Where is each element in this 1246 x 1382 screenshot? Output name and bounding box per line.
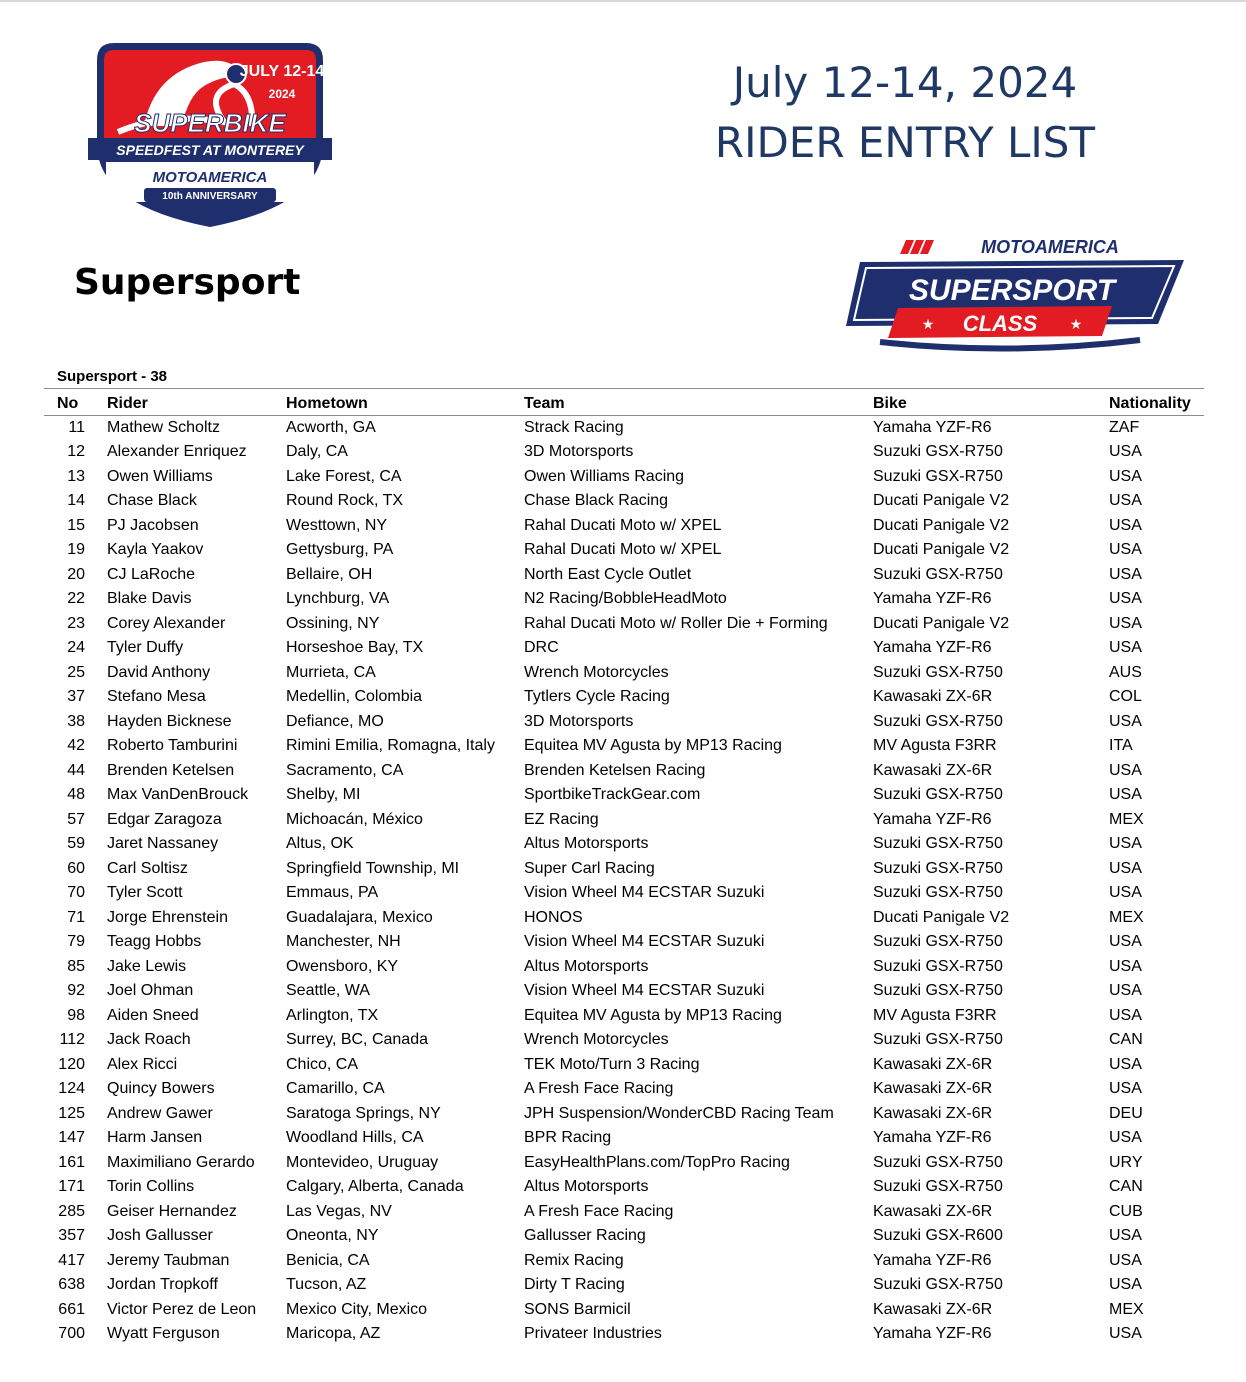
rider-bike: Kawasaki ZX-6R — [873, 1080, 993, 1098]
rider-number: 11 — [68, 419, 85, 436]
rider-hometown: Medellin, Colombia — [286, 688, 423, 706]
table-row — [44, 1298, 1204, 1323]
rider-bike: Ducati Panigale V2 — [873, 541, 1010, 559]
table-row — [44, 1224, 1204, 1249]
rider-hometown: Guadalajara, Mexico — [286, 908, 433, 926]
rider-nationality: USA — [1109, 639, 1142, 657]
rider-hometown: Murrieta, CA — [286, 663, 376, 681]
rider-team: Altus Motorsports — [524, 835, 649, 853]
rider-hometown: Mexico City, Mexico — [286, 1300, 428, 1318]
rider-team: Rahal Ducati Moto w/ XPEL — [524, 541, 722, 559]
rider-number: 417 — [58, 1251, 85, 1269]
rider-nationality: USA — [1109, 1251, 1142, 1269]
rider-nationality: USA — [1109, 1080, 1142, 1098]
rider-nationality: AUS — [1109, 663, 1142, 681]
table-row — [44, 661, 1204, 686]
rider-number: 285 — [58, 1202, 85, 1220]
rider-nationality: MEX — [1109, 810, 1144, 828]
rider-nationality: USA — [1109, 957, 1142, 975]
rider-name: Quincy Bowers — [107, 1080, 215, 1098]
rider-hometown: Rimini Emilia, Romagna, Italy — [286, 737, 495, 755]
table-caption: Supersport - 38 — [57, 368, 168, 385]
rider-nationality: URY — [1109, 1153, 1143, 1171]
rider-nationality: USA — [1109, 982, 1142, 1000]
rider-team: Rahal Ducati Moto w/ XPEL — [524, 516, 722, 534]
column-header-bike: Bike — [873, 389, 1109, 416]
rider-nationality: USA — [1109, 933, 1142, 951]
event-date: July 12-14, 2024 — [732, 58, 1078, 107]
rider-name: Blake Davis — [107, 590, 192, 608]
rider-bike: Yamaha YZF-R6 — [873, 639, 992, 657]
rider-number: 661 — [58, 1300, 85, 1318]
rider-nationality: CAN — [1109, 1031, 1143, 1049]
table-row — [44, 465, 1204, 490]
table-row — [44, 759, 1204, 784]
table-row — [44, 734, 1204, 759]
rider-bike: Suzuki GSX-R750 — [873, 1178, 1003, 1196]
rider-name: Jordan Tropkoff — [107, 1276, 218, 1294]
rider-name: Kayla Yaakov — [107, 541, 204, 559]
rider-team: EZ Racing — [524, 810, 599, 828]
rider-name: PJ Jacobsen — [107, 516, 199, 534]
rider-bike: Kawasaki ZX-6R — [873, 688, 993, 706]
rider-number: 60 — [67, 859, 85, 877]
rider-name: Wyatt Ferguson — [107, 1325, 220, 1343]
rider-name: Max VanDenBrouck — [107, 786, 249, 804]
rider-team: JPH Suspension/WonderCBD Racing Team — [524, 1104, 834, 1122]
table-row — [44, 1004, 1204, 1029]
class-logo-brand: MOTOAMERICA — [981, 237, 1119, 257]
table-row — [44, 1175, 1204, 1200]
table-row — [44, 857, 1204, 882]
rider-team: Dirty T Racing — [524, 1276, 625, 1294]
rider-team: N2 Racing/BobbleHeadMoto — [524, 590, 727, 608]
table-row — [44, 685, 1204, 710]
table-row — [44, 1273, 1204, 1298]
table-row — [44, 1028, 1204, 1053]
rider-name: Jake Lewis — [107, 957, 187, 975]
rider-nationality: USA — [1109, 614, 1142, 632]
star-icon: ★ — [921, 316, 935, 332]
class-heading: Supersport — [74, 262, 301, 303]
rider-team: TEK Moto/Turn 3 Racing — [524, 1055, 700, 1073]
rider-nationality: MEX — [1109, 908, 1144, 926]
logo-wordmark: SUPERBIKE — [134, 108, 286, 138]
rider-team: Tytlers Cycle Racing — [524, 688, 670, 706]
rider-name: Jeremy Taubman — [107, 1251, 230, 1269]
rider-number: 125 — [58, 1104, 85, 1122]
rider-team: Equitea MV Agusta by MP13 Racing — [524, 737, 782, 755]
rider-nationality: USA — [1109, 516, 1142, 534]
rider-team: SportbikeTrackGear.com — [524, 786, 701, 804]
table-row — [44, 979, 1204, 1004]
rider-nationality: ITA — [1109, 737, 1133, 755]
rider-nationality: USA — [1109, 1055, 1142, 1073]
rider-hometown: Michoacán, México — [286, 810, 423, 828]
rider-nationality: USA — [1109, 786, 1142, 804]
rider-hometown: Arlington, TX — [286, 1006, 379, 1024]
rider-hometown: Chico, CA — [286, 1055, 359, 1073]
rider-number: 70 — [67, 884, 85, 902]
rider-number: 112 — [59, 1031, 85, 1049]
table-row — [44, 1322, 1204, 1347]
rider-name: Stefano Mesa — [107, 688, 206, 706]
rider-team: Wrench Motorcycles — [524, 663, 669, 681]
rider-number: 57 — [67, 810, 85, 828]
rider-nationality: USA — [1109, 443, 1142, 461]
rider-nationality: MEX — [1109, 1300, 1144, 1318]
table-row — [44, 808, 1204, 833]
rider-bike: Suzuki GSX-R750 — [873, 663, 1003, 681]
rider-team: HONOS — [524, 908, 583, 926]
rider-number: 38 — [67, 712, 85, 730]
rider-team: Brenden Ketelsen Racing — [524, 761, 706, 779]
rider-name: Andrew Gawer — [107, 1104, 213, 1122]
table-row — [44, 1053, 1204, 1078]
table-row — [44, 1126, 1204, 1151]
rider-team: Equitea MV Agusta by MP13 Racing — [524, 1006, 782, 1024]
rider-nationality: USA — [1109, 1325, 1142, 1343]
rider-hometown: Las Vegas, NV — [286, 1202, 392, 1220]
event-logo — [84, 34, 336, 230]
rider-hometown: Altus, OK — [286, 835, 354, 853]
table-row — [44, 1077, 1204, 1102]
rider-bike: Suzuki GSX-R750 — [873, 467, 1003, 485]
rider-hometown: Acworth, GA — [286, 419, 376, 436]
rider-number: 24 — [67, 639, 85, 657]
rider-bike: Suzuki GSX-R750 — [873, 565, 1003, 583]
rider-nationality: USA — [1109, 1129, 1142, 1147]
rider-number: 79 — [67, 933, 85, 951]
rider-hometown: Lynchburg, VA — [286, 590, 390, 608]
rider-name: Corey Alexander — [107, 614, 226, 632]
rider-team: Vision Wheel M4 ECSTAR Suzuki — [524, 884, 765, 902]
rider-name: Roberto Tamburini — [107, 737, 238, 755]
rider-bike: Yamaha YZF-R6 — [873, 1251, 992, 1269]
rider-name: Victor Perez de Leon — [107, 1300, 257, 1318]
rider-nationality: DEU — [1109, 1104, 1143, 1122]
rider-hometown: Bellaire, OH — [286, 565, 373, 583]
rider-name: Owen Williams — [107, 467, 213, 485]
table-row — [44, 783, 1204, 808]
rider-bike: Yamaha YZF-R6 — [873, 1325, 992, 1343]
class-logo — [840, 232, 1192, 356]
rider-nationality: USA — [1109, 492, 1142, 510]
table-row — [44, 930, 1204, 955]
rider-nationality: USA — [1109, 541, 1142, 559]
rider-name: Alex Ricci — [107, 1055, 178, 1073]
rider-nationality: USA — [1109, 859, 1142, 877]
rider-bike: Suzuki GSX-R750 — [873, 982, 1003, 1000]
rider-team: Super Carl Racing — [524, 859, 655, 877]
rider-bike: Suzuki GSX-R750 — [873, 835, 1003, 853]
rider-number: 15 — [67, 516, 85, 534]
rider-nationality: CAN — [1109, 1178, 1143, 1196]
rider-team: Chase Black Racing — [524, 492, 669, 510]
table-row — [44, 1151, 1204, 1176]
rider-hometown: Saratoga Springs, NY — [286, 1104, 441, 1122]
rider-name: Jack Roach — [107, 1031, 191, 1049]
class-logo-wordmark: SUPERSPORT — [908, 274, 1116, 307]
rider-name: Tyler Duffy — [107, 639, 184, 657]
rider-bike: Suzuki GSX-R750 — [873, 1276, 1003, 1294]
rider-name: Brenden Ketelsen — [107, 761, 235, 779]
rider-hometown: Seattle, WA — [286, 982, 370, 1000]
rider-entry-table — [44, 388, 1204, 1347]
star-icon: ★ — [1069, 316, 1083, 332]
rider-team: SONS Barmicil — [524, 1300, 631, 1318]
rider-hometown: Emmaus, PA — [286, 884, 379, 902]
rider-bike: Suzuki GSX-R750 — [873, 933, 1003, 951]
rider-bike: Kawasaki ZX-6R — [873, 761, 993, 779]
rider-bike: Suzuki GSX-R750 — [873, 859, 1003, 877]
rider-hometown: Shelby, MI — [286, 786, 361, 804]
rider-name: Jaret Nassaney — [107, 835, 219, 853]
column-header-team: Team — [524, 389, 873, 416]
rider-hometown: Owensboro, KY — [286, 957, 399, 975]
rider-hometown: Defiance, MO — [286, 712, 384, 730]
rider-number: 37 — [67, 688, 85, 706]
rider-name: Alexander Enriquez — [107, 443, 247, 461]
logo-subtitle: SPEEDFEST AT MONTEREY — [116, 142, 304, 158]
rider-number: 48 — [67, 786, 85, 804]
rider-number: 71 — [67, 908, 85, 926]
rider-number: 92 — [67, 982, 85, 1000]
table-row — [44, 1249, 1204, 1274]
rider-team: Privateer Industries — [524, 1325, 662, 1343]
rider-name: Chase Black — [107, 492, 197, 510]
rider-hometown: Daly, CA — [286, 443, 348, 461]
table-row — [44, 440, 1204, 465]
rider-name: Jorge Ehrenstein — [107, 908, 228, 926]
rider-bike: Kawasaki ZX-6R — [873, 1055, 993, 1073]
rider-nationality: CUB — [1109, 1202, 1143, 1220]
rider-number: 44 — [67, 761, 85, 779]
rider-name: Carl Soltisz — [107, 859, 188, 877]
rider-hometown: Tucson, AZ — [286, 1276, 367, 1294]
rider-hometown: Lake Forest, CA — [286, 467, 402, 485]
rider-team: 3D Motorsports — [524, 712, 634, 730]
rider-nationality: USA — [1109, 565, 1142, 583]
column-header-no: No — [44, 389, 107, 416]
rider-bike: Yamaha YZF-R6 — [873, 810, 992, 828]
rider-name: Harm Jansen — [107, 1129, 203, 1147]
rider-team: A Fresh Face Racing — [524, 1080, 674, 1098]
rider-hometown: Maricopa, AZ — [286, 1325, 381, 1343]
rider-hometown: Sacramento, CA — [286, 761, 404, 779]
motoamerica-mark-icon — [900, 240, 934, 254]
rider-bike: Suzuki GSX-R750 — [873, 1031, 1003, 1049]
rider-number: 25 — [67, 663, 85, 681]
rider-team: Altus Motorsports — [524, 957, 649, 975]
rider-number: 23 — [67, 614, 85, 632]
table-row — [44, 906, 1204, 931]
logo-brand: MOTOAMERICA — [152, 169, 268, 186]
rider-bike: Ducati Panigale V2 — [873, 492, 1010, 510]
rider-number: 120 — [58, 1055, 85, 1073]
table-row — [44, 538, 1204, 563]
rider-nationality: USA — [1109, 1227, 1142, 1245]
rider-number: 13 — [67, 467, 85, 485]
rider-name: Maximiliano Gerardo — [107, 1153, 255, 1171]
rider-bike: Kawasaki ZX-6R — [873, 1202, 993, 1220]
class-logo-tag: CLASS — [962, 311, 1038, 336]
rider-number: 161 — [58, 1153, 85, 1171]
rider-number: 14 — [67, 492, 85, 510]
table-row — [44, 710, 1204, 735]
rider-bike: Suzuki GSX-R750 — [873, 1153, 1003, 1171]
rider-hometown: Gettysburg, PA — [286, 541, 394, 559]
rider-nationality: USA — [1109, 590, 1142, 608]
table-row — [44, 612, 1204, 637]
rider-bike: MV Agusta F3RR — [873, 737, 997, 755]
rider-team: Wrench Motorcycles — [524, 1031, 669, 1049]
table-row — [44, 489, 1204, 514]
rider-hometown: Calgary, Alberta, Canada — [286, 1178, 464, 1196]
rider-number: 147 — [58, 1129, 85, 1147]
rider-name: Mathew Scholtz — [107, 419, 220, 436]
table-row — [44, 563, 1204, 588]
rider-bike: Ducati Panigale V2 — [873, 614, 1010, 632]
rider-hometown: Springfield Township, MI — [286, 859, 460, 877]
rider-number: 357 — [58, 1227, 85, 1245]
rider-hometown: Camarillo, CA — [286, 1080, 385, 1098]
top-rule — [0, 0, 1246, 2]
rider-nationality: USA — [1109, 835, 1142, 853]
rider-bike: Yamaha YZF-R6 — [873, 1129, 992, 1147]
rider-number: 98 — [67, 1006, 85, 1024]
rider-team: Rahal Ducati Moto w/ Roller Die + Forming — [524, 614, 828, 632]
rider-bike: Suzuki GSX-R600 — [873, 1227, 1003, 1245]
column-header-hometown: Hometown — [286, 389, 524, 416]
rider-team: North East Cycle Outlet — [524, 565, 692, 583]
rider-team: Altus Motorsports — [524, 1178, 649, 1196]
rider-number: 171 — [58, 1178, 85, 1196]
rider-team: Remix Racing — [524, 1251, 624, 1269]
rider-name: Teagg Hobbs — [107, 933, 202, 951]
rider-name: Hayden Bicknese — [107, 712, 232, 730]
rider-bike: Suzuki GSX-R750 — [873, 786, 1003, 804]
rider-number: 85 — [67, 957, 85, 975]
rider-number: 22 — [67, 590, 85, 608]
rider-bike: Suzuki GSX-R750 — [873, 957, 1003, 975]
table-body — [44, 416, 1204, 1347]
rider-bike: MV Agusta F3RR — [873, 1006, 997, 1024]
table-row — [44, 881, 1204, 906]
rider-nationality: USA — [1109, 1276, 1142, 1294]
rider-bike: Kawasaki ZX-6R — [873, 1300, 993, 1318]
page-title: RIDER ENTRY LIST — [714, 118, 1096, 167]
rider-hometown: Surrey, BC, Canada — [286, 1031, 428, 1049]
rider-hometown: Benicia, CA — [286, 1251, 370, 1269]
table-row — [44, 832, 1204, 857]
table-row — [44, 955, 1204, 980]
rider-hometown: Ossining, NY — [286, 614, 380, 632]
rider-bike: Kawasaki ZX-6R — [873, 1104, 993, 1122]
rider-nationality: USA — [1109, 712, 1142, 730]
rider-number: 59 — [67, 835, 85, 853]
rider-name: Tyler Scott — [107, 884, 183, 902]
column-header-nationality: Nationality — [1109, 389, 1204, 416]
rider-team: DRC — [524, 639, 559, 657]
rider-number: 638 — [58, 1276, 85, 1294]
rider-number: 20 — [67, 565, 85, 583]
column-header-rider: Rider — [107, 389, 286, 416]
rider-hometown: Horseshoe Bay, TX — [286, 639, 424, 657]
rider-bike: Yamaha YZF-R6 — [873, 590, 992, 608]
rider-team: BPR Racing — [524, 1129, 612, 1147]
rider-bike: Ducati Panigale V2 — [873, 516, 1010, 534]
rider-bike: Suzuki GSX-R750 — [873, 712, 1003, 730]
table-header-row — [44, 389, 1204, 416]
rider-team: Vision Wheel M4 ECSTAR Suzuki — [524, 982, 765, 1000]
rider-team: EasyHealthPlans.com/TopPro Racing — [524, 1153, 790, 1171]
rider-hometown: Oneonta, NY — [286, 1227, 379, 1245]
rider-nationality: USA — [1109, 1006, 1142, 1024]
rider-name: Aiden Sneed — [107, 1006, 199, 1024]
rider-number: 42 — [67, 737, 85, 755]
table-row — [44, 587, 1204, 612]
rider-number: 12 — [67, 443, 85, 461]
rider-hometown: Woodland Hills, CA — [286, 1129, 424, 1147]
logo-year: 2024 — [268, 87, 296, 101]
rider-team: 3D Motorsports — [524, 443, 634, 461]
rider-hometown: Round Rock, TX — [286, 492, 404, 510]
rider-hometown: Manchester, NH — [286, 933, 401, 951]
logo-anniversary: 10th ANNIVERSARY — [162, 191, 258, 202]
rider-name: Geiser Hernandez — [107, 1202, 237, 1220]
table-row — [44, 1102, 1204, 1127]
table-row — [44, 636, 1204, 661]
rider-nationality: USA — [1109, 761, 1142, 779]
rider-name: Josh Gallusser — [107, 1227, 213, 1245]
rider-hometown: Montevideo, Uruguay — [286, 1153, 439, 1171]
rider-hometown: Westtown, NY — [286, 516, 388, 534]
rider-team: Vision Wheel M4 ECSTAR Suzuki — [524, 933, 765, 951]
rider-name: Torin Collins — [107, 1178, 195, 1196]
table-row — [44, 416, 1204, 441]
rider-name: David Anthony — [107, 663, 211, 681]
rider-nationality: USA — [1109, 884, 1142, 902]
rider-name: CJ LaRoche — [107, 565, 196, 583]
table-row — [44, 514, 1204, 539]
table-row — [44, 1200, 1204, 1225]
rider-bike: Suzuki GSX-R750 — [873, 884, 1003, 902]
rider-number: 700 — [58, 1325, 85, 1343]
rider-nationality: USA — [1109, 467, 1142, 485]
rider-name: Joel Ohman — [107, 982, 194, 1000]
rider-nationality: ZAF — [1109, 419, 1140, 436]
rider-bike: Yamaha YZF-R6 — [873, 419, 992, 436]
rider-nationality: COL — [1109, 688, 1142, 706]
rider-number: 19 — [67, 541, 85, 559]
logo-dates: JULY 12-14 — [239, 63, 325, 80]
rider-name: Edgar Zaragoza — [107, 810, 222, 828]
rider-team: Gallusser Racing — [524, 1227, 646, 1245]
rider-bike: Suzuki GSX-R750 — [873, 443, 1003, 461]
rider-number: 124 — [58, 1080, 85, 1098]
rider-team: Strack Racing — [524, 419, 624, 436]
rider-team: Owen Williams Racing — [524, 467, 685, 485]
rider-bike: Ducati Panigale V2 — [873, 908, 1010, 926]
rider-team: A Fresh Face Racing — [524, 1202, 674, 1220]
